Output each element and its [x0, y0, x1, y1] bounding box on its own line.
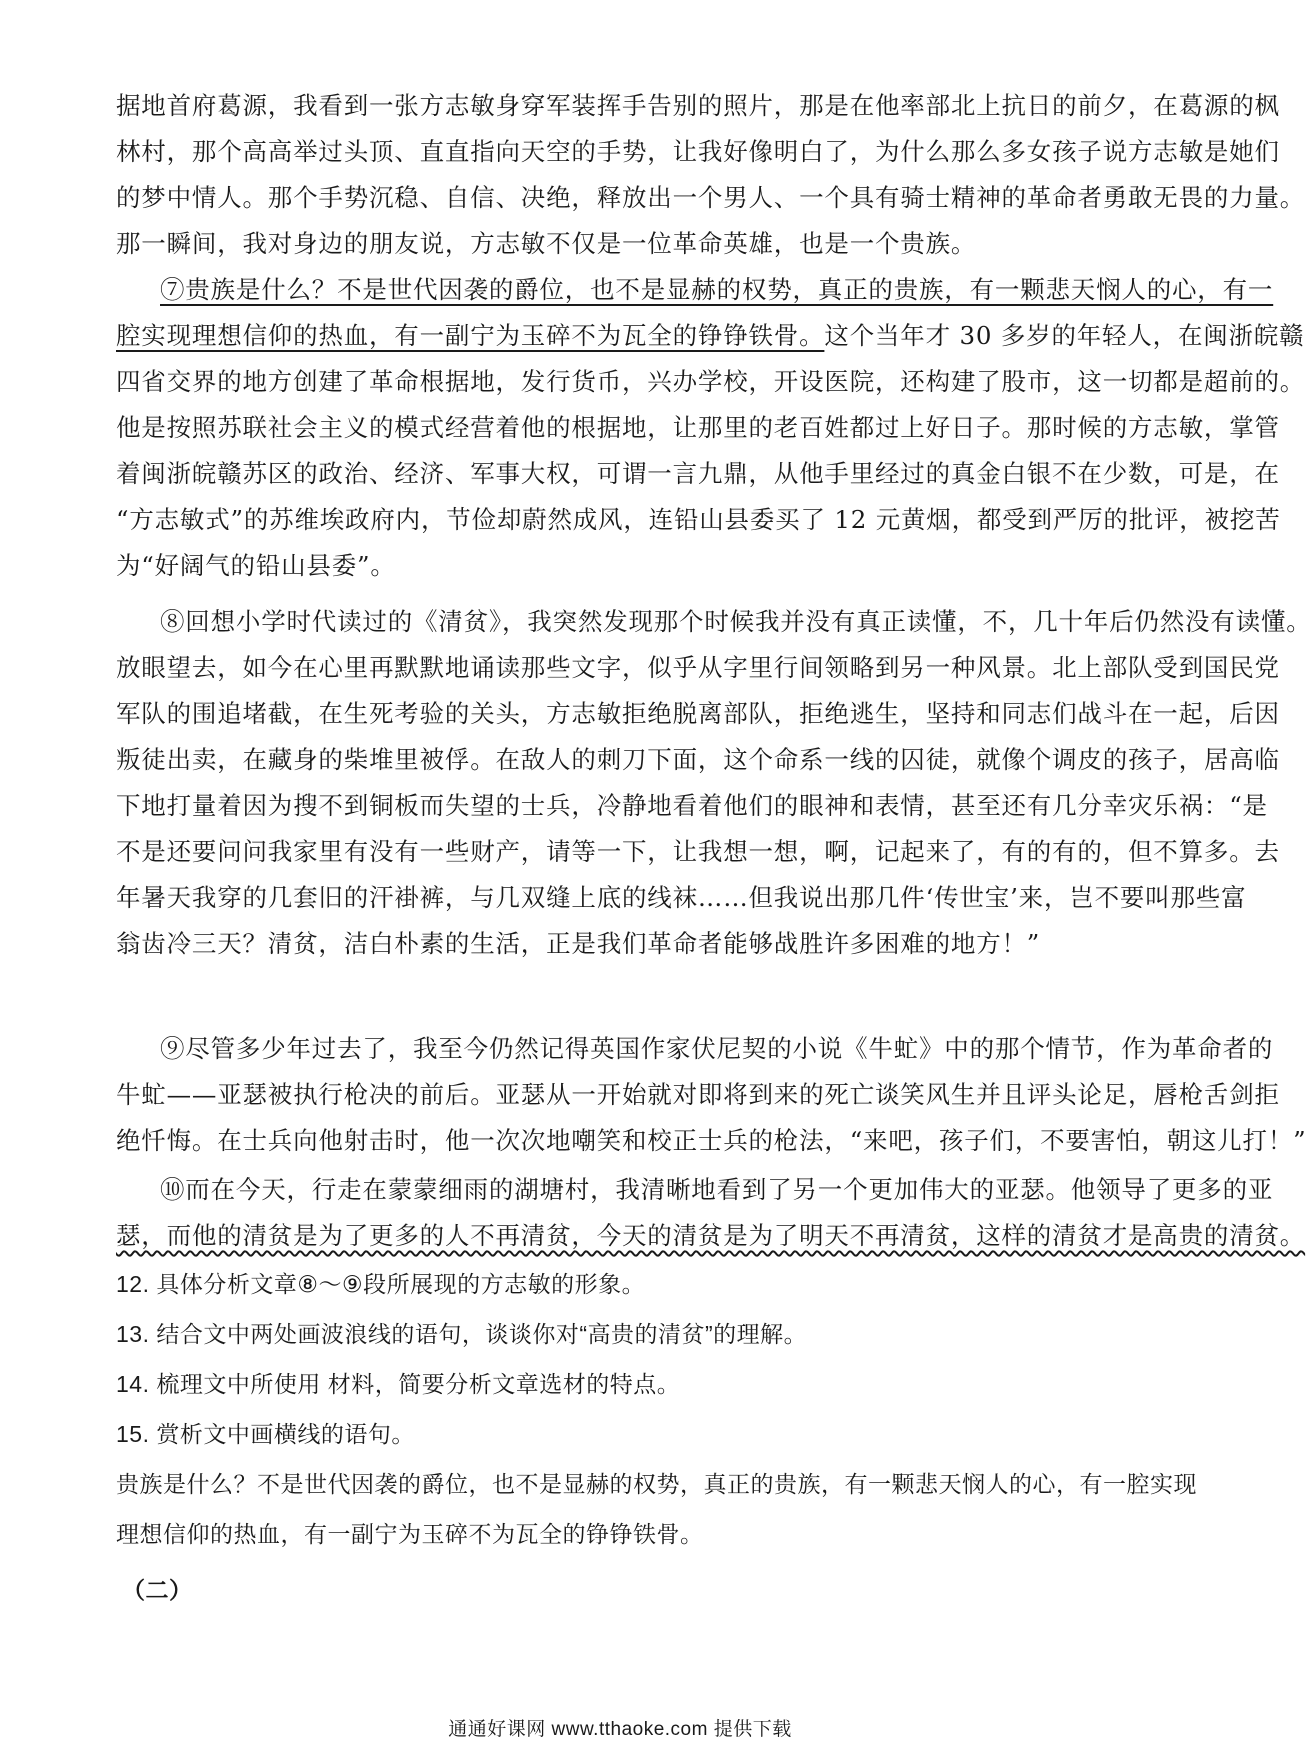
paragraph-7-line: 四省交界的地方创建了革命根据地，发行货币，兴办学校，开设医院，还构建了股市，这一切都是超前的。	[116, 367, 1306, 396]
underlined-sentence: ⑦贵族是什么？不是世代因袭的爵位，也不是显赫的权势，真正的贵族，有一颗悲天悯人的心，有一	[160, 275, 1274, 304]
paragraph-7-line: 着闽浙皖赣苏区的政治、经济、军事大权，可谓一言九鼎，从他手里经过的真金白银不在少数，可是，在	[116, 459, 1280, 488]
paragraph-6-line: 那一瞬间，我对身边的朋友说，方志敏不仅是一位革命英雄，也是一个贵族。	[116, 229, 977, 258]
paragraph-7-line	[160, 272, 1274, 308]
paragraph-9-line: 牛虻——亚瑟被执行枪决的前后。亚瑟从一开始就对即将到来的死亡谈笑风生并且评头论足，唇枪舌剑拒	[116, 1080, 1280, 1109]
wavy-underlined-sentence: 瑟，而他的清贫是为了更多的人不再清贫，今天的清贫是为了明天不再清贫，这样的清贫才是高贵的清贫。	[116, 1221, 1306, 1250]
paragraph-7-line: “方志敏式”的苏维埃政府内，节俭却蔚然成风，连铅山县委买了 12 元黄烟，都受到严厉的批评，被挖苦	[116, 505, 1281, 534]
paragraph-6-line: 林村，那个高高举过头顶、直直指向天空的手势，让我好像明白了，为什么那么多女孩子说方志敏是她们	[116, 137, 1280, 166]
paragraph-8-line: 不是还要问问我家里有没有一些财产，请等一下，让我想一想，啊，记起来了，有的有的，但不算多。去	[116, 837, 1280, 866]
paragraph-10-line: ⑩而在今天，行走在蒙蒙细雨的湖塘村，我清晰地看到了另一个更加伟大的亚瑟。他领导了更多的亚	[160, 1175, 1274, 1204]
paragraph-7-text: 这个当年才 30 多岁的年轻人，在闽浙皖赣	[824, 321, 1305, 350]
paragraph-8-line: 翁齿冷三天？清贫，洁白朴素的生活，正是我们革命者能够战胜许多困难的地方！”	[116, 929, 1041, 958]
underlined-sentence: 腔实现理想信仰的热血，有一副宁为玉碎不为瓦全的铮铮铁骨。	[116, 321, 825, 350]
footer-source: 通通好课网 www.tthaoke.com 提供下载	[448, 1719, 792, 1740]
paragraph-9-line: ⑨尽管多少年过去了，我至今仍然记得英国作家伏尼契的小说《牛虻》中的那个情节，作为革命者的	[160, 1034, 1274, 1063]
section-heading: （二）	[122, 1577, 193, 1603]
quoted-sentence-line: 理想信仰的热血，有一副宁为玉碎不为瓦全的铮铮铁骨。	[116, 1521, 704, 1547]
paragraph-7-line: 为“好阔气的铅山县委”。	[116, 551, 396, 580]
paragraph-9-line: 绝忏悔。在士兵向他射击时，他一次次地嘲笑和校正士兵的枪法，“来吧，孩子们，不要害怕，朝这儿打！”	[116, 1126, 1307, 1155]
paragraph-10-line	[116, 1218, 1306, 1254]
paragraph-7-line: 他是按照苏联社会主义的模式经营着他的根据地，让那里的老百姓都过上好日子。那时候的方志敏，掌管	[116, 413, 1280, 442]
question-14: 14. 梳理文中所使用 材料，简要分析文章选材的特点。	[116, 1371, 681, 1397]
paragraph-8-line: 叛徒出卖，在藏身的柴堆里被俘。在敌人的刺刀下面，这个命系一线的囚徒，就像个调皮的孩子，居高临	[116, 745, 1280, 774]
paragraph-8-line: ⑧回想小学时代读过的《清贫》，我突然发现那个时候我并没有真正读懂，不，几十年后仍然没有读懂。	[160, 607, 1312, 636]
paragraph-8-line: 放眼望去，如今在心里再默默地诵读那些文字，似乎从字里行间领略到另一种风景。北上部队受到国民党	[116, 653, 1280, 682]
question-13: 13. 结合文中两处画波浪线的语句，谈谈你对“高贵的清贫”的理解。	[116, 1321, 808, 1347]
paragraph-6-line: 的梦中情人。那个手势沉稳、自信、决绝，释放出一个男人、一个具有骑士精神的革命者勇敢无畏的力量。	[116, 183, 1306, 212]
question-15: 15. 赏析文中画横线的语句。	[116, 1421, 415, 1447]
paragraph-8-line: 下地打量着因为搜不到铜板而失望的士兵，冷静地看着他们的眼神和表情，甚至还有几分幸灾乐祸：“是	[116, 791, 1268, 820]
paragraph-6-line: 据地首府葛源，我看到一张方志敏身穿军装挥手告别的照片，那是在他率部北上抗日的前夕，在葛源的枫	[116, 91, 1280, 120]
paragraph-8-line: 军队的围追堵截，在生死考验的关头，方志敏拒绝脱离部队，拒绝逃生，坚持和同志们战斗在一起，后因	[116, 699, 1280, 728]
paragraph-8-line: 年暑天我穿的几套旧的汗褂裤，与几双缝上底的线袜……但我说出那几件‘传世宝’来，岂不要叫那些富	[116, 883, 1247, 912]
quoted-sentence-line: 贵族是什么？不是世代因袭的爵位，也不是显赫的权势，真正的贵族，有一颗悲天悯人的心，有一腔实现	[116, 1471, 1197, 1497]
paragraph-7-line	[116, 318, 1305, 354]
question-12: 12. 具体分析文章⑧～⑨段所展现的方志敏的形象。	[116, 1271, 646, 1297]
